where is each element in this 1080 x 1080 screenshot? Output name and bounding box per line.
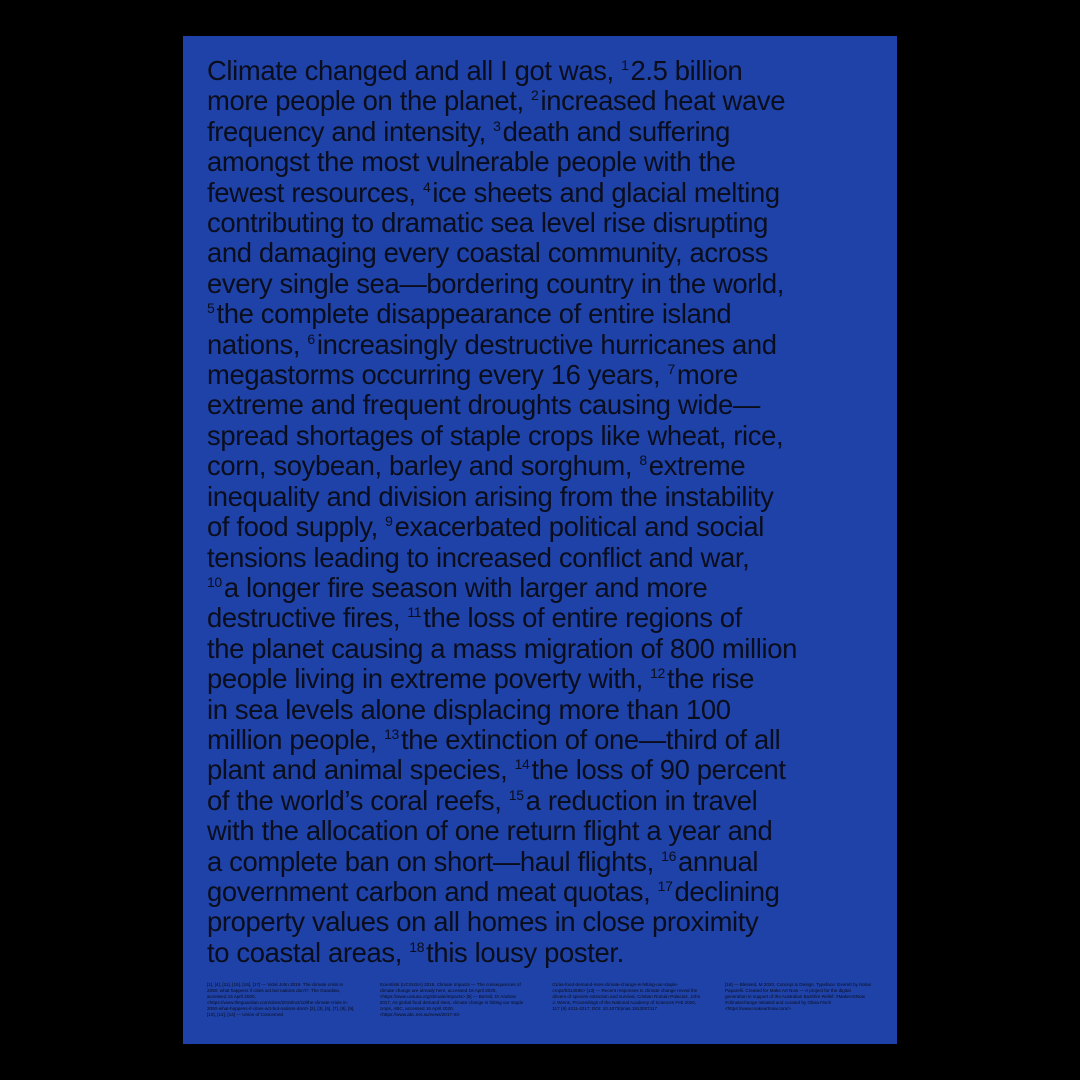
footnote-marker: 17 [657, 877, 673, 894]
poster-text-segment: property values on all homes in close proximity [207, 906, 759, 938]
poster-text-line [207, 938, 887, 968]
poster-text-segment: million people, [207, 723, 385, 755]
footnotes [207, 982, 873, 1019]
footnote-marker: 9 [385, 513, 393, 530]
poster-text-line [207, 86, 887, 116]
poster-text-segment: the loss of 90 percent [531, 754, 786, 786]
poster-text-line [207, 786, 887, 816]
poster-text-line [207, 56, 887, 86]
poster-text-segment: the complete disappearance of entire island [216, 298, 732, 330]
poster-text-line [207, 451, 887, 481]
footnote-column-1: [1], [4], [11], [15], [16], [17] — Vidal John 2019. The climate crisis in 2050: what happens if cities act but nations don't?. The Guardian, accessed 15 April 2020, <https://www.theguardian.com/cities/2019/oct/10/the-climate-crisis-in-2050-what-happens-if-cities-act-but-nations-dont> [2], [3], [6], [7], [8], [9], [10], [12], [14] — Union of Concerned [207, 982, 355, 1018]
poster-text-segment: 2.5 billion [630, 55, 743, 86]
poster-text-segment: plant and animal species, [207, 754, 515, 786]
footnote-marker: 3 [493, 117, 501, 134]
poster-text-line [207, 482, 887, 512]
poster-text-segment: of the world’s coral reefs, [207, 784, 509, 816]
poster-text-line [207, 330, 887, 360]
poster-text-line [207, 390, 887, 420]
poster-text-line [207, 421, 887, 451]
poster-text-segment: nations, [207, 328, 308, 360]
poster-text-line [207, 725, 887, 755]
poster-text-segment: a reduction in travel [525, 784, 758, 816]
poster-text-segment: the extinction of one—third of all [400, 723, 781, 755]
poster-text-segment: declining [674, 875, 780, 907]
poster-text-line [207, 755, 887, 785]
footnote-column-3: 01/as-food-demand-rises-climate-change-is-hitting-our-staple-crops/8314586> [13] — Recent responses to climate change reveal the drivers of species extinction and survival, Cristian Román-Palacios, John J. Wiens, Proceedings of the National Academy of Sciences Feb 2020, 117 (8) 4211-4217; DOI: 10.1073/pnas.1913007117 [552, 982, 701, 1012]
footnote-column-4: [18] — Blessed, M 2020, Concept & Design. Typeface: Everett by Nolan Paparelli. Created for Make Art Now — A project for the digital generation in support of the Australian Bushfire Relief. #MakeArtNow #climatechange Initiated and curated by Olivia Fisch <https://www.makeartnow.com/> [724, 982, 872, 1012]
poster-text-segment: with the allocation of one return flight a year and [207, 815, 773, 847]
footnote-column-2: Scientists (UCSUSA) 2016, Climate Impacts — The consequences of climate change are already here, accessed 16 April 2020, <https://www.ucsusa.org/climate/impacts> [5] — Borrell, Dr Andrew 2017, As global food demand rises, climate change is hitting our staple crops, ABC, accessed 16 April 2020, <https://www.abc.net.au/news/2017-03- [379, 982, 524, 1018]
poster-text-line [207, 178, 887, 208]
poster-text-segment: people living in extreme poverty with, [207, 663, 651, 695]
poster-text-segment: corn, soybean, barley and sorghum, [207, 450, 640, 482]
poster-text-segment: increasingly destructive hurricanes and [316, 328, 777, 360]
poster-text-segment: amongst the most vulnerable people with the [207, 146, 736, 178]
poster-text-line [207, 877, 887, 907]
poster-text-segment: ice sheets and glacial melting [432, 176, 780, 208]
footnote-marker: 16 [661, 847, 677, 864]
poster-text-segment: a complete ban on short—haul flights, [207, 845, 662, 877]
poster-text-line [207, 512, 887, 542]
poster-text-segment: fewest resources, [207, 176, 423, 208]
footnote-marker: 1 [621, 57, 629, 73]
poster-text-segment: the planet causing a mass migration of 800 million [207, 632, 797, 664]
poster-text-line [207, 117, 887, 147]
footnote-marker: 4 [422, 178, 431, 195]
footnote-marker: 18 [409, 938, 425, 955]
footnote-marker: 12 [650, 665, 665, 682]
poster-text-line [207, 847, 887, 877]
footnote-marker: 2 [531, 87, 539, 104]
footnote-marker: 8 [639, 452, 647, 469]
poster-text-segment: government carbon and meat quotas, [207, 875, 658, 907]
poster-text-line [207, 573, 887, 603]
poster-text-segment: contributing to dramatic sea level rise disrupting [207, 207, 769, 239]
footnote-marker: 6 [307, 330, 315, 347]
poster-text-segment: increased heat wave [540, 85, 786, 117]
poster-text-segment: megastorms occurring every 16 years, [207, 359, 668, 391]
poster-text-line [207, 238, 887, 268]
poster-text-segment: to coastal areas, [207, 936, 410, 968]
footnote-marker: 15 [508, 786, 524, 803]
footnote-marker: 10 [207, 573, 222, 590]
poster-text-line [207, 816, 887, 846]
poster-text-line [207, 299, 887, 329]
poster [183, 36, 897, 1044]
poster-text-line [207, 907, 887, 937]
poster-text-line [207, 634, 887, 664]
poster-text-line [207, 147, 887, 177]
poster-text-segment: the loss of entire regions of [423, 602, 742, 634]
poster-text-line [207, 543, 887, 573]
poster-text-line [207, 695, 887, 725]
poster-text-segment: Climate changed and all I got was, [207, 55, 622, 86]
poster-text-segment: destructive fires, [207, 602, 408, 634]
poster-text-line [207, 269, 887, 299]
poster-text-segment: death and suffering [502, 115, 730, 147]
poster-text-segment: of food supply, [207, 511, 386, 543]
poster-text-line [207, 603, 887, 633]
poster-text-segment: tensions leading to increased conflict and war, [207, 541, 750, 573]
poster-text-segment: extreme [648, 450, 746, 482]
footnote-marker: 13 [384, 725, 399, 742]
poster-text-segment: and damaging every coastal community, across [207, 237, 769, 269]
poster-text-line [207, 664, 887, 694]
poster-body-text [207, 56, 887, 968]
footnote-marker: 14 [514, 756, 530, 773]
footnote-marker: 11 [407, 604, 422, 621]
poster-text-line [207, 360, 887, 390]
poster-text-segment: frequency and intensity, [207, 115, 494, 147]
footnote-marker: 5 [207, 300, 215, 317]
poster-text-segment: the rise [666, 663, 754, 695]
poster-text-segment: more [676, 359, 738, 391]
poster-text-segment: inequality and division arising from the instability [207, 480, 774, 512]
poster-text-segment: every single sea—bordering country in the world, [207, 267, 784, 299]
poster-text-line [207, 208, 887, 238]
poster-text-segment: in sea levels alone displacing more than 100 [207, 693, 731, 725]
poster-text-segment: spread shortages of staple crops like wheat, rice, [207, 419, 784, 451]
poster-text-segment: extreme and frequent droughts causing wide— [207, 389, 760, 421]
footnote-marker: 7 [667, 361, 675, 378]
poster-text-segment: this lousy poster. [426, 936, 624, 968]
poster-text-segment: exacerbated political and social [394, 511, 765, 543]
poster-text-segment: a longer fire season with larger and more [223, 571, 708, 603]
poster-text-segment: more people on the planet, [207, 85, 532, 117]
poster-text-segment: annual [678, 845, 759, 877]
